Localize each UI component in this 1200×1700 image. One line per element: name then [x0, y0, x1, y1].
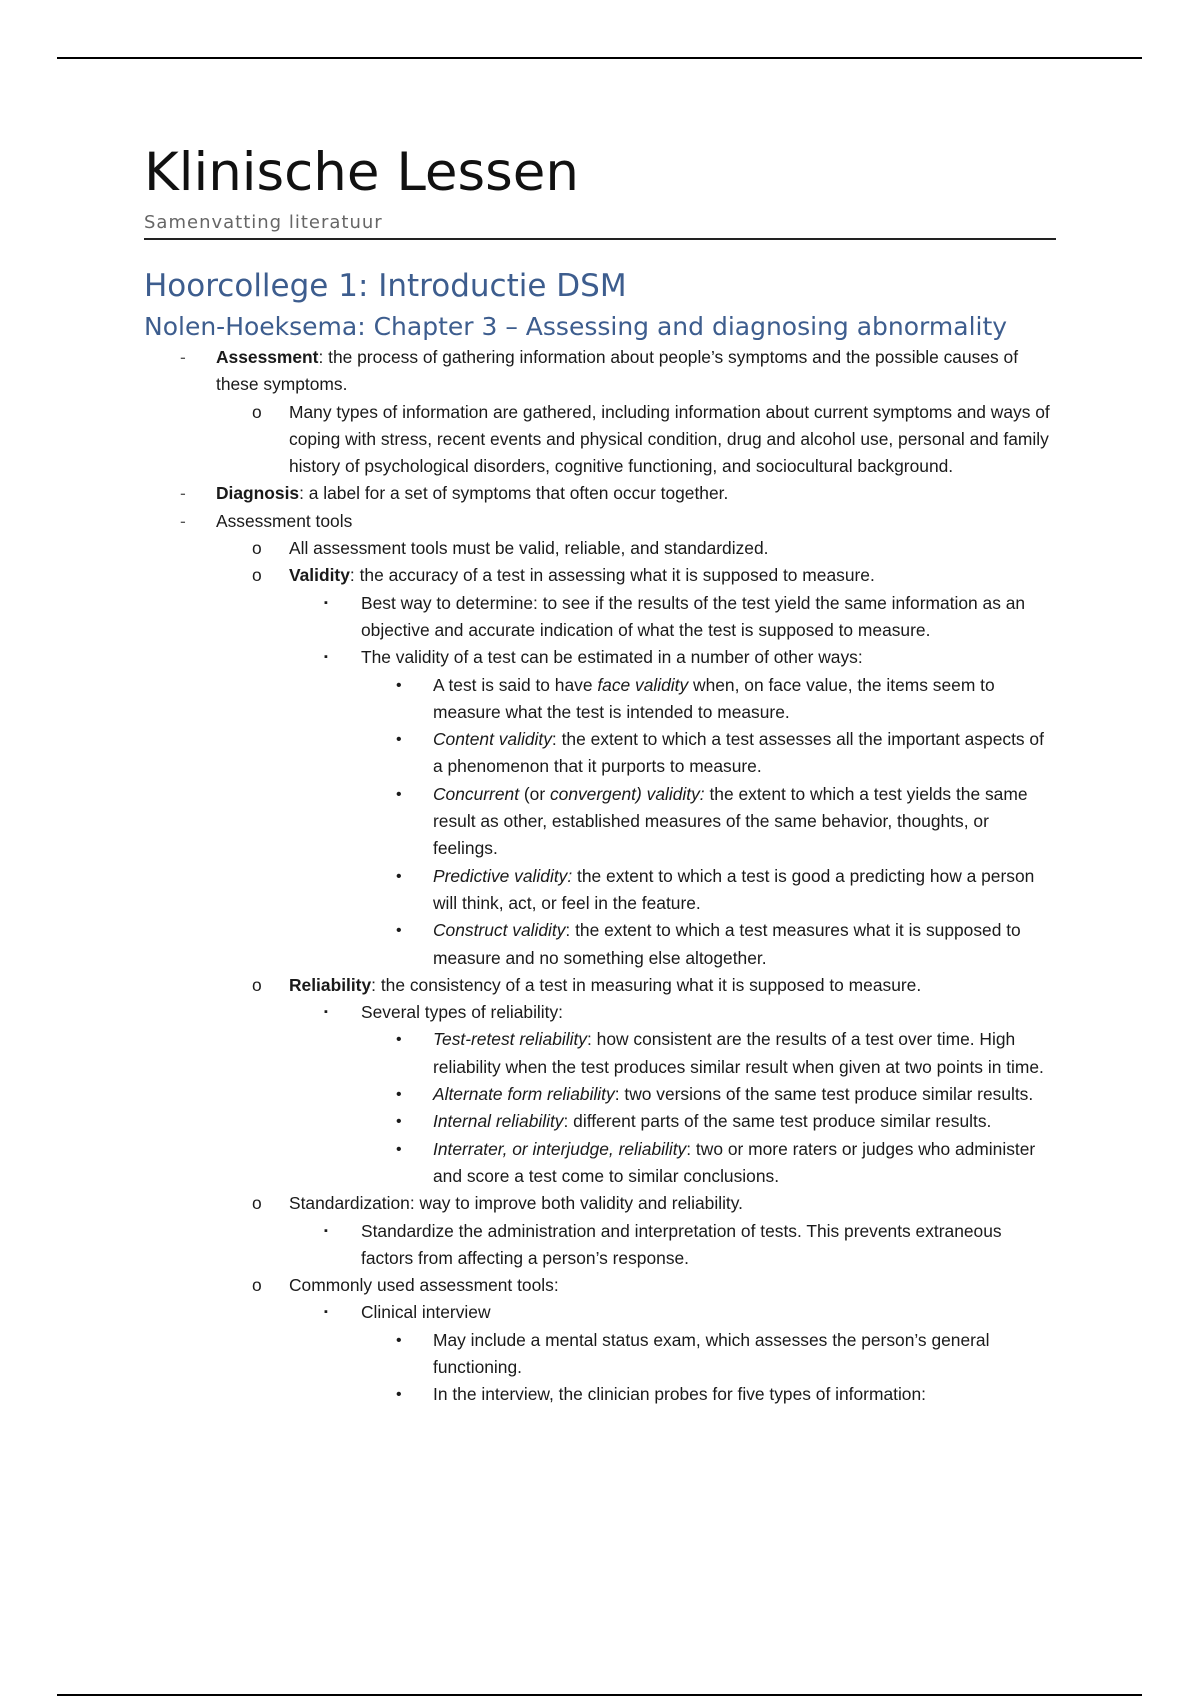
list-item-clinical-interview: ▪ Clinical interview	[144, 1299, 1056, 1326]
square-marker: ▪	[324, 651, 328, 664]
list-item-standardization: o Standardization: way to improve both validity and reliability.	[144, 1190, 1056, 1217]
list-item-interview-probes: • In the interview, the clinician probes for five types of information:	[144, 1381, 1056, 1408]
list-item-diagnosis: - Diagnosis: a label for a set of symptoms that often occur together.	[144, 480, 1056, 507]
bullet-marker: •	[396, 676, 402, 694]
list-item-best-way: ▪ Best way to determine: to see if the results of the test yield the same information as an objective and accurate indication of what the test is supposed to measure.	[144, 590, 1056, 645]
list-item-predictive-validity: • Predictive validity: the extent to which a test is good a predicting how a person will think, act, or feel in the feature.	[144, 863, 1056, 918]
title-divider	[144, 238, 1056, 240]
document-body	[144, 138, 1056, 1409]
heading-hoorcollege-1: Hoorcollege 1: Introductie DSM	[144, 268, 627, 304]
document-title: Klinische Lessen	[144, 142, 579, 203]
square-marker: ▪	[324, 1224, 328, 1237]
list-item-reliability: o Reliability: the consistency of a test in measuring what it is supposed to measure.	[144, 972, 1056, 999]
list-item-validity: o Validity: the accuracy of a test in assessing what it is supposed to measure.	[144, 562, 1056, 589]
list-item-assessment-tools: - Assessment tools	[144, 508, 1056, 535]
square-marker: ▪	[324, 1006, 328, 1019]
list-item-reliability-types: ▪ Several types of reliability:	[144, 999, 1056, 1026]
list-item-face-validity: • A test is said to have face validity when, on face value, the items seem to measure what the test is intended to measure.	[144, 672, 1056, 727]
list-item-alternate-form: • Alternate form reliability: two versions of the same test produce similar results.	[144, 1081, 1056, 1108]
circle-marker: o	[252, 974, 262, 995]
bullet-marker: •	[396, 922, 402, 940]
dash-marker: -	[180, 483, 186, 504]
bullet-marker: •	[396, 1113, 402, 1131]
bullet-marker: •	[396, 785, 402, 803]
bullet-marker: •	[396, 1331, 402, 1349]
list-item-interrater: • Interrater, or interjudge, reliability: two or more raters or judges who administer and score a test come to similar conclusions.	[144, 1136, 1056, 1191]
heading-chapter-3: Nolen-Hoeksema: Chapter 3 – Assessing and diagnosing abnormality	[144, 312, 1008, 341]
circle-marker: o	[252, 565, 262, 586]
list-item-standardize: ▪ Standardize the administration and interpretation of tests. This prevents extraneous factors from affecting a person’s response.	[144, 1218, 1056, 1273]
bullet-marker: •	[396, 1031, 402, 1049]
circle-marker: o	[252, 1193, 262, 1214]
list-item-mental-status: • May include a mental status exam, which assesses the person’s general functioning.	[144, 1327, 1056, 1382]
list-item-info-types: o Many types of information are gathered, including information about current symptoms and ways of coping with stress, recent events and physical condition, drug and alcohol use, personal and family history of psychological disorders, cognitive functioning, and sociocultural background.	[144, 399, 1056, 481]
list-item-assessment: - Assessment: the process of gathering information about people’s symptoms and the possible causes of these symptoms.	[144, 344, 1056, 399]
list-item-internal-reliability: • Internal reliability: different parts of the same test produce similar results.	[144, 1108, 1056, 1135]
outline-list	[144, 344, 1056, 1409]
list-item-construct-validity: • Construct validity: the extent to which a test measures what it is supposed to measure and no something else altogether.	[144, 917, 1056, 972]
square-marker: ▪	[324, 1306, 328, 1319]
bullet-marker: •	[396, 1386, 402, 1404]
circle-marker: o	[252, 401, 262, 422]
list-item-validity-estimated: ▪ The validity of a test can be estimated in a number of other ways:	[144, 644, 1056, 671]
list-item-common-tools: o Commonly used assessment tools:	[144, 1272, 1056, 1299]
dash-marker: -	[180, 510, 186, 531]
list-item-test-retest: • Test-retest reliability: how consistent are the results of a test over time. High reliability when the test produces similar result when given at two points in time.	[144, 1026, 1056, 1081]
list-item-content-validity: • Content validity: the extent to which a test assesses all the important aspects of a phenomenon that it purports to measure.	[144, 726, 1056, 781]
page-top-rule	[57, 57, 1142, 59]
bullet-marker: •	[396, 1086, 402, 1104]
bullet-marker: •	[396, 731, 402, 749]
list-item-tools-valid: o All assessment tools must be valid, reliable, and standardized.	[144, 535, 1056, 562]
dash-marker: -	[180, 347, 186, 367]
circle-marker: o	[252, 1275, 262, 1296]
bullet-marker: •	[396, 867, 402, 885]
bullet-marker: •	[396, 1140, 402, 1158]
page-bottom-rule	[57, 1694, 1142, 1696]
list-item-concurrent-validity: • Concurrent (or convergent) validity: the extent to which a test yields the same result as other, established measures of the same behavior, thoughts, or feelings.	[144, 781, 1056, 863]
circle-marker: o	[252, 538, 262, 559]
document-subtitle: Samenvatting literatuur	[144, 212, 383, 233]
square-marker: ▪	[324, 596, 328, 609]
